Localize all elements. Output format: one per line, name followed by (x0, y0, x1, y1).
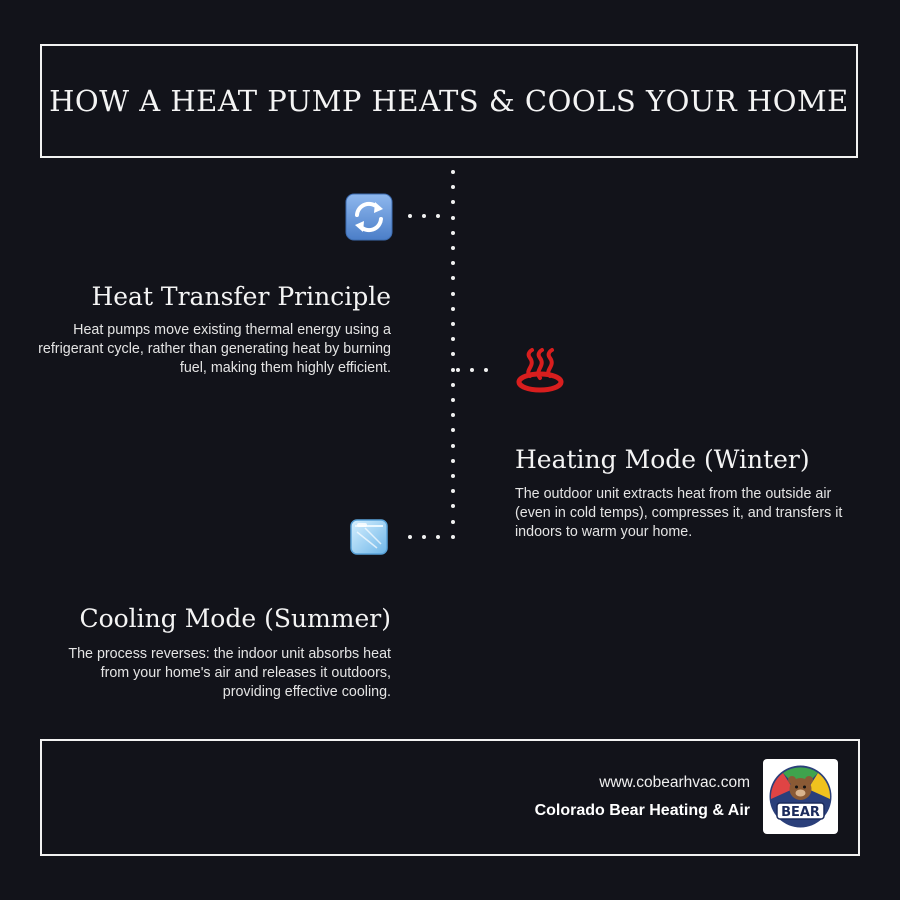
ice-cube-icon (347, 514, 391, 558)
timeline-dot (451, 428, 455, 432)
timeline-dot (451, 246, 455, 250)
timeline-dot (451, 444, 455, 448)
connector-dot (484, 368, 488, 372)
connector-2 (452, 368, 500, 372)
connector-dot (470, 368, 474, 372)
section-title-heating-mode: Heating Mode (Winter) (515, 445, 810, 474)
timeline-dot (451, 352, 455, 356)
page-title: HOW A HEAT PUMP HEATS & COOLS YOUR HOME (49, 84, 849, 118)
connector-3 (404, 535, 452, 539)
timeline-dot (451, 489, 455, 493)
timeline-dot (451, 398, 455, 402)
section-title-cooling-mode: Cooling Mode (Summer) (79, 604, 391, 633)
header-banner (40, 44, 858, 158)
section-body-heating-mode: The outdoor unit extracts heat from the outside air (even in cold temps), compresses it, and transfers it indoors to warm your home. (515, 486, 843, 540)
connector-dot (422, 214, 426, 218)
connector-dot (436, 214, 440, 218)
connector-1 (404, 214, 452, 218)
connector-dot (456, 368, 460, 372)
section-title-heat-transfer: Heat Transfer Principle (91, 282, 391, 311)
connector-dot (422, 535, 426, 539)
section-body-cooling-mode: The process reverses: the indoor unit absorbs heat from your home's air and releases it outdoors, providing effective cooling. (68, 646, 391, 700)
timeline-dot (451, 413, 455, 417)
logo-text: BEAR (781, 805, 820, 820)
website-link[interactable]: www.cobearhvac.com (599, 774, 750, 791)
section-body-heat-transfer: Heat pumps move existing thermal energy using a refrigerant cycle, rather than generating heat by burning fuel, making them highly efficient. (38, 322, 391, 376)
timeline-dot (451, 520, 455, 524)
company-logo (763, 759, 838, 834)
timeline-dot (451, 185, 455, 189)
timeline-dot (451, 322, 455, 326)
connector-dot (408, 214, 412, 218)
timeline-dot (451, 504, 455, 508)
connector-dot (436, 535, 440, 539)
refresh-cycle-icon (345, 193, 393, 241)
timeline-dot (451, 292, 455, 296)
timeline-dot (451, 200, 455, 204)
footer-banner (40, 739, 860, 856)
company-name: Colorado Bear Heating & Air (534, 802, 750, 819)
timeline-dot (451, 474, 455, 478)
timeline-line (451, 170, 455, 540)
timeline-dot (451, 261, 455, 265)
connector-dot (408, 535, 412, 539)
timeline-dot (451, 276, 455, 280)
timeline-dot (451, 231, 455, 235)
timeline-dot (451, 383, 455, 387)
timeline-dot (451, 459, 455, 463)
timeline-dot (451, 307, 455, 311)
timeline-dot (451, 337, 455, 341)
timeline-dot (451, 170, 455, 174)
hot-springs-icon (516, 346, 564, 394)
